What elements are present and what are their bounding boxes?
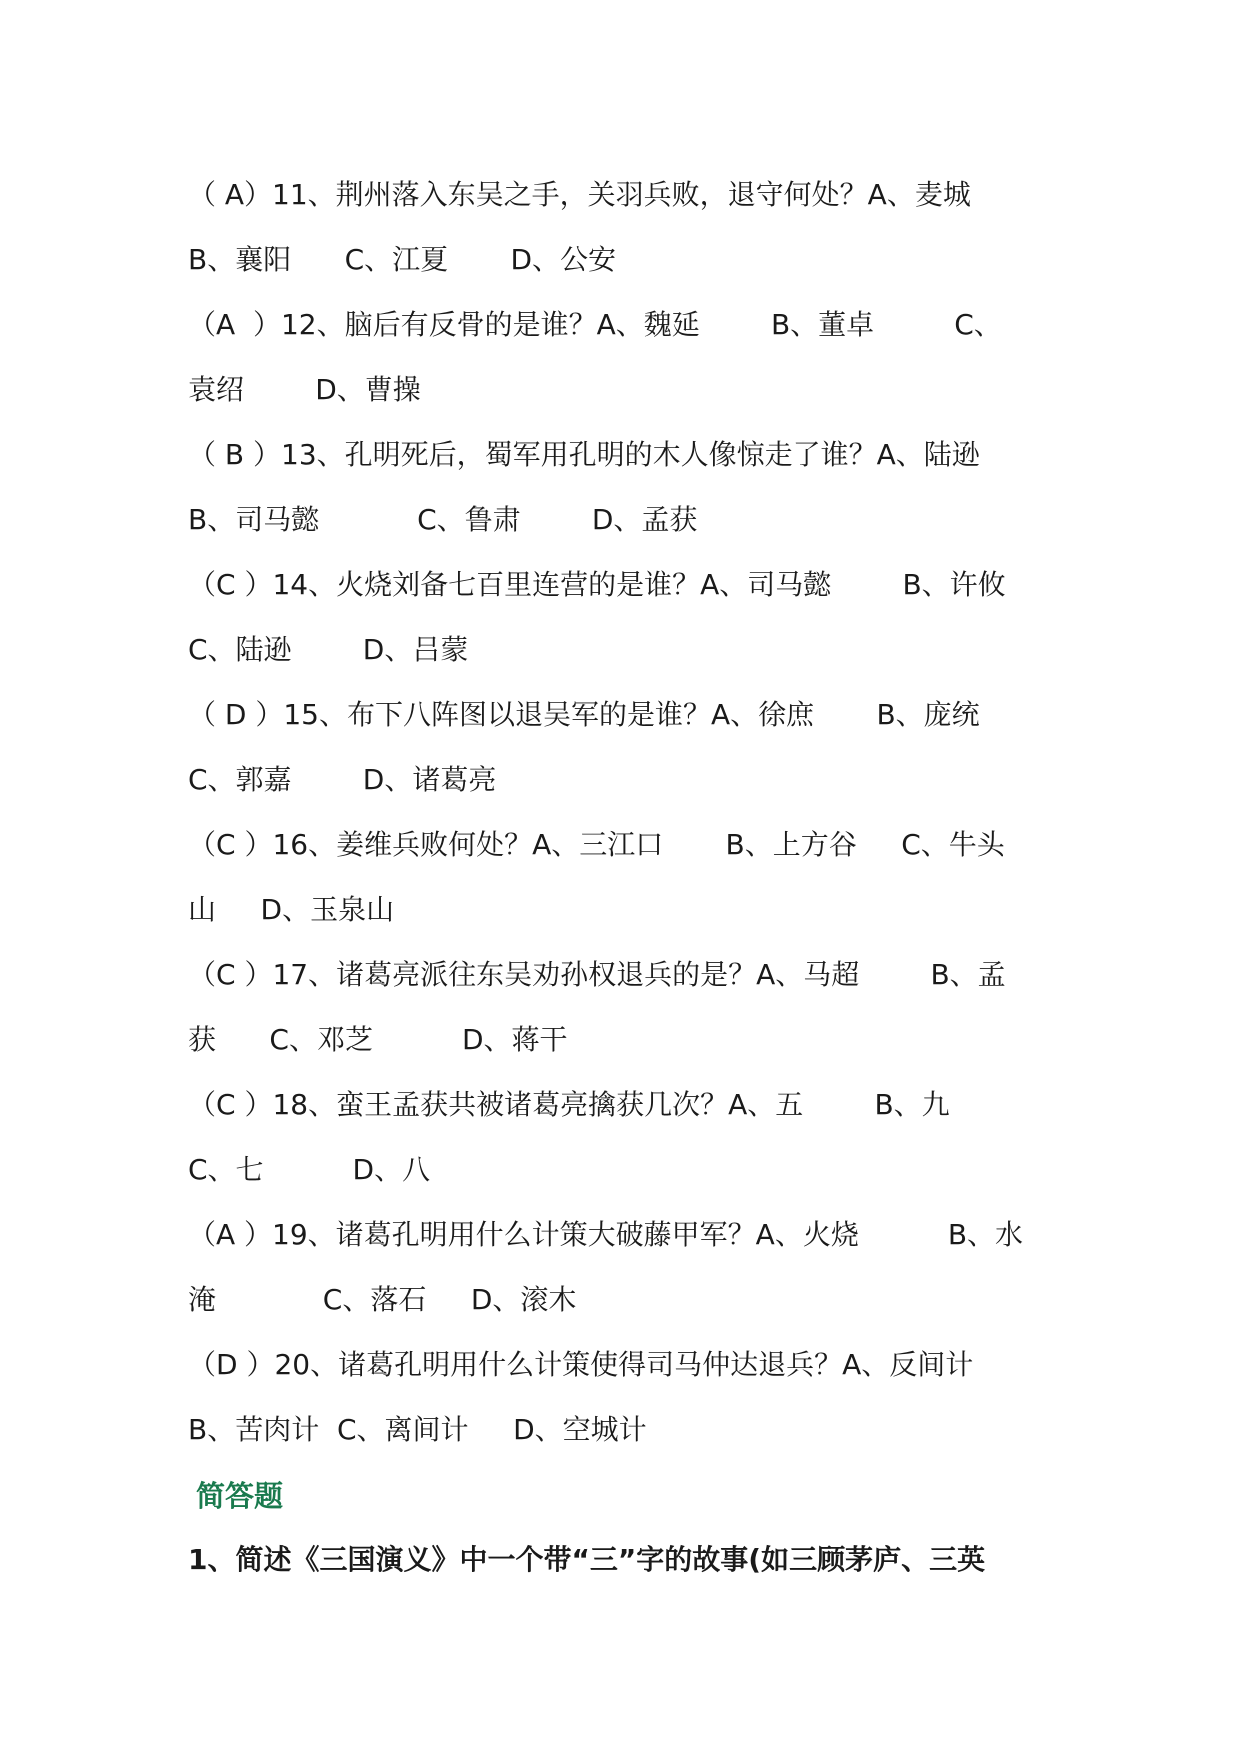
section-title-short-answer: 简答题: [196, 1479, 284, 1513]
question-19-line2: 淹 C、落石 D、滚木: [188, 1283, 577, 1316]
question-18-line1: （C ）18、蛮王孟获共被诸葛亮擒获几次？A、五 B、九: [188, 1088, 950, 1121]
question-11-line1: （ A）11、荆州落入东吴之手，关羽兵败，退守何处？A、麦城: [188, 178, 971, 211]
question-16-line1: （C ）16、姜维兵败何处？A、三江口 B、上方谷 C、牛头: [188, 828, 1005, 861]
question-14-line1: （C ）14、火烧刘备七百里连营的是谁？A、司马懿 B、许攸: [188, 568, 1006, 601]
question-15-line1: （ D ）15、布下八阵图以退吴军的是谁？A、徐庶 B、庞统: [188, 698, 980, 731]
question-15-line2: C、郭嘉 D、诸葛亮: [188, 763, 497, 796]
question-20-line1: （D ）20、诸葛孔明用什么计策使得司马仲达退兵？A、反间计: [188, 1348, 974, 1381]
question-12-line2: 袁绍 D、曹操: [188, 373, 421, 406]
question-11-line2: B、襄阳 C、江夏 D、公安: [188, 243, 617, 276]
question-18-line2: C、七 D、八: [188, 1153, 431, 1186]
question-17-line1: （C ）17、诸葛亮派往东吴劝孙权退兵的是？A、马超 B、孟: [188, 958, 1006, 991]
question-20-line2: B、苦肉计 C、离间计 D、空城计: [188, 1413, 647, 1446]
question-13-line2: B、司马懿 C、鲁肃 D、孟获: [188, 503, 698, 536]
question-12-line1: （A ）12、脑后有反骨的是谁？A、魏延 B、董卓 C、: [188, 308, 1002, 341]
question-14-line2: C、陆逊 D、吕蒙: [188, 633, 469, 666]
question-16-line2: 山 D、玉泉山: [188, 893, 395, 926]
short-answer-question-1: 1、简述《三国演义》中一个带“三”字的故事(如三顾茅庐、三英: [188, 1543, 986, 1576]
question-13-line1: （ B ）13、孔明死后，蜀军用孔明的木人像惊走了谁？A、陆逊: [188, 438, 980, 471]
question-19-line1: （A ）19、诸葛孔明用什么计策大破藤甲军？A、火烧 B、水: [188, 1218, 1024, 1251]
question-17-line2: 获 C、邓芝 D、蒋干: [188, 1023, 568, 1056]
